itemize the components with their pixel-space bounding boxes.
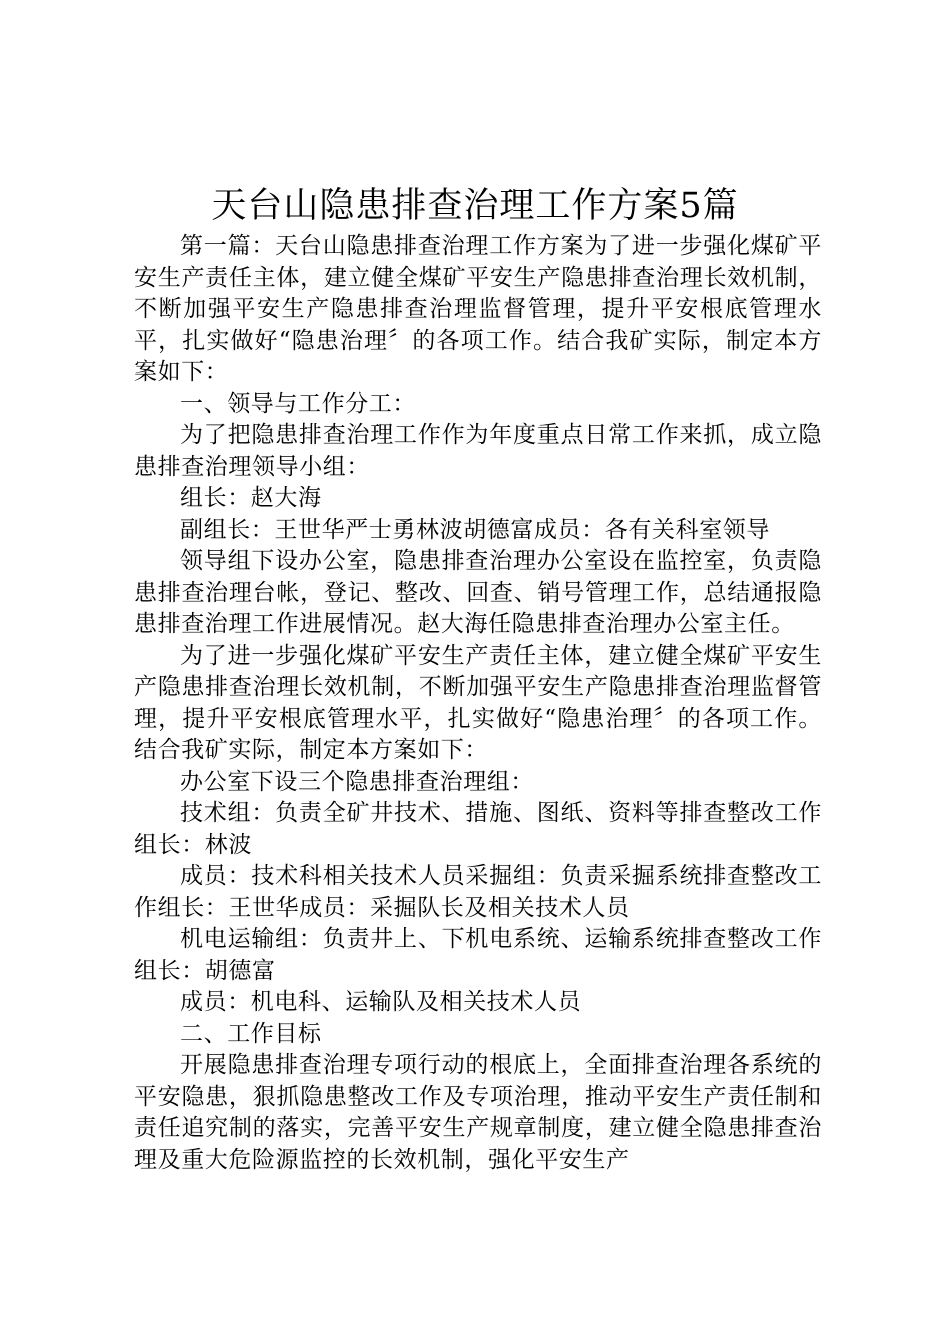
paragraph: 副组长：王世华严士勇林波胡德富成员：各有关科室领导: [180, 516, 770, 543]
section-heading-goals: 二、工作目标: [180, 1020, 322, 1047]
paragraph: 为了进一步强化煤矿平安生产责任主体，建立健全煤矿平安生产隐患排查治理长效机制，不断加强平安生产隐患排查治理监督管理，提升平安根底管理水平，扎实做好“隐患治理〞的各项工作。结合我矿实际，制定本方案如下：: [134, 642, 822, 763]
paragraph: 成员：机电科、运输队及相关技术人员: [180, 989, 582, 1015]
paragraph: 开展隐患排查治理专项行动的根底上，全面排查治理各系统的平安隐患，狠抓隐患整改工作及专项治理，推动平安生产责任制和责任追究制的落实，完善平安生产规章制度，建立健全隐患排查治理及重大危险源监控的长效机制，强化平安生产: [134, 1052, 822, 1173]
paragraph: 机电运输组：负责井上、下机电系统、运输系统排查整改工作组长：胡德富: [134, 926, 822, 984]
paragraph: 办公室下设三个隐患排查治理组：: [180, 768, 534, 795]
paragraph: 成员：技术科相关技术人员采掘组：负责采掘系统排查整改工作组长：王世华成员：采掘队长及相关技术人员: [134, 863, 822, 921]
document-body: [134, 231, 822, 1176]
paragraph: 领导组下设办公室，隐患排查治理办公室设在监控室，负责隐患排查治理台帐，登记、整改、回查、销号管理工作，总结通报隐患排查治理工作进展情况。赵大海任隐患排查治理办公室主任。: [134, 548, 822, 637]
paragraph: 技术组：负责全矿井技术、措施、图纸、资料等排查整改工作组长：林波: [134, 800, 822, 858]
section-heading-leadership: 一、领导与工作分工：: [180, 390, 416, 417]
document-title: 天台山隐患排查治理工作方案5篇: [211, 186, 739, 226]
paragraph: 组长：赵大海: [180, 485, 322, 511]
paragraph: 为了把隐患排查治理工作作为年度重点日常工作来抓，成立隐患排查治理领导小组：: [134, 422, 822, 480]
paragraph-intro: 第一篇：天台山隐患排查治理工作方案为了进一步强化煤矿平安生产责任主体，建立健全煤矿平安生产隐患排查治理长效机制，不断加强平安生产隐患排查治理监督管理，提升平安根底管理水平，扎实做好“隐患治理〞的各项工作。结合我矿实际，制定本方案如下：: [134, 233, 822, 385]
